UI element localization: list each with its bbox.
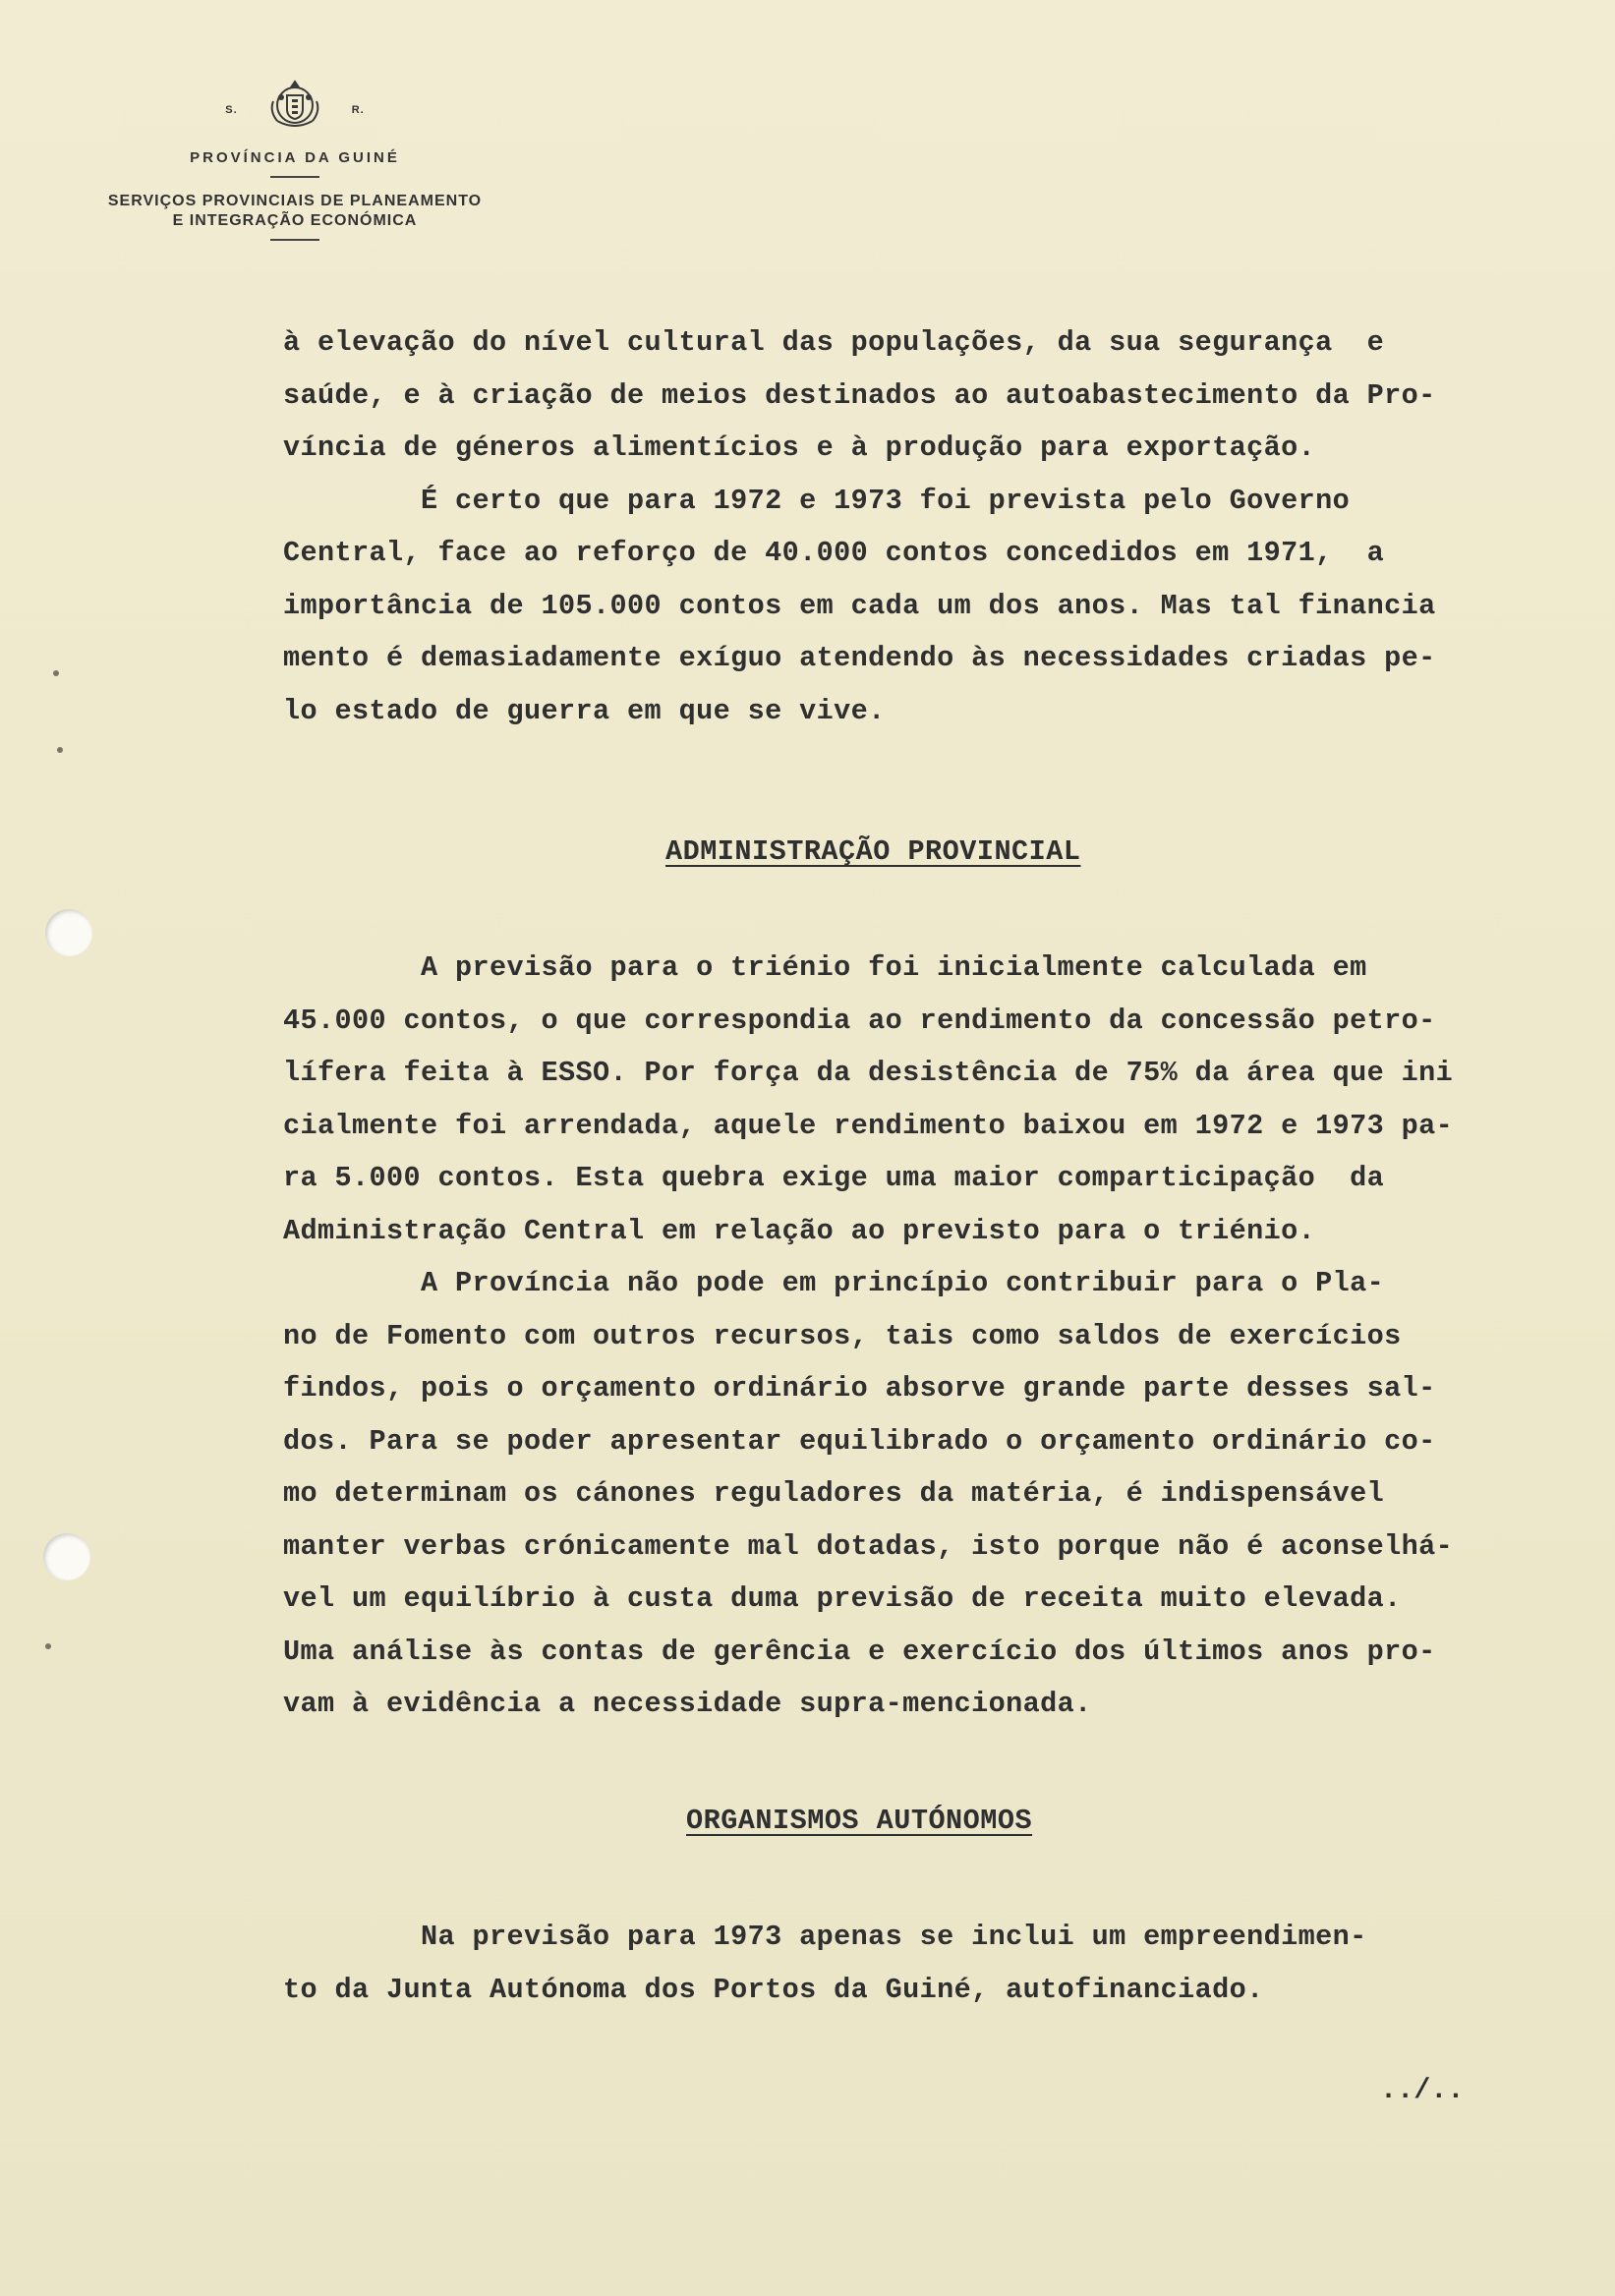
punch-hole-lower — [43, 1533, 90, 1580]
text-line: A previsão para o triénio foi inicialmente calculada em — [283, 951, 1367, 984]
punch-hole-upper — [45, 909, 92, 956]
letterhead — [39, 69, 550, 241]
text-line: lo estado de guerra em que se vive. — [283, 694, 886, 727]
text-line: lífera feita à ESSO. Por força da desistência de 75% da área que ini — [283, 1057, 1454, 1089]
coat-of-arms-icon — [263, 72, 326, 135]
body-text-admin — [283, 942, 1590, 1731]
continuation-mark: ../.. — [1380, 2074, 1465, 2106]
letterhead-divider — [270, 176, 319, 178]
text-line: dos. Para se poder apresentar equilibrado o orçamento ordinário co- — [283, 1424, 1436, 1458]
text-line: ra 5.000 contos. Esta quebra exige uma maior comparticipação da — [283, 1162, 1385, 1194]
service-name-line2: E INTEGRAÇÃO ECONÓMICA — [172, 212, 418, 229]
text-line: A Província não pode em princípio contribuir para o Pla- — [283, 1267, 1385, 1299]
text-line: mento é demasiadamente exíguo atendendo às necessidades criadas pe- — [283, 642, 1436, 674]
text-line: manter verbas crónicamente mal dotadas, isto porque não é aconselhá- — [283, 1529, 1454, 1563]
text-line: no de Fomento com outros recursos, tais como saldos de exercícios — [283, 1319, 1402, 1352]
text-line: vel um equilíbrio à custa duma previsão de receita muito elevada. — [283, 1582, 1402, 1615]
text-line: saúde, e à criação de meios destinados ao autoabastecimento da Pro- — [283, 378, 1436, 412]
text-line: cialmente foi arrendada, aquele rendimento baixou em 1972 e 1973 pa- — [283, 1109, 1454, 1142]
letterhead-divider-bottom — [270, 239, 319, 241]
text-line: à elevação do nível cultural das populações, da sua segurança e — [283, 326, 1385, 359]
text-line: findos, pois o orçamento ordinário absorve grande parte desses sal- — [283, 1372, 1436, 1405]
text-line: vam à evidência a necessidade supra-mencionada. — [283, 1688, 1092, 1720]
text-line: to da Junta Autónoma dos Portos da Guiné, autofinanciado. — [283, 1973, 1264, 2006]
section-heading-admin: ADMINISTRAÇÃO PROVINCIAL — [665, 835, 1081, 868]
text-line: É certo que para 1972 e 1973 foi prevista pelo Governo — [283, 484, 1351, 517]
text-line: Administração Central em relação ao previsto para o triénio. — [283, 1214, 1316, 1247]
crest-left-letter: S. — [225, 104, 238, 116]
paper-speck — [57, 747, 63, 753]
crest-row — [39, 69, 550, 138]
text-line: víncia de géneros alimentícios e à produção para exportação. — [283, 431, 1316, 464]
service-name-line1: SERVIÇOS PROVINCIAIS DE PLANEAMENTO — [107, 193, 483, 209]
text-line: Uma análise às contas de gerência e exercício dos últimos anos pro- — [283, 1635, 1436, 1668]
body-text-top — [283, 316, 1590, 737]
text-line: Na previsão para 1973 apenas se inclui um empreendimen- — [283, 1921, 1367, 1953]
text-line: importância de 105.000 contos em cada um dos anos. Mas tal financia — [283, 589, 1436, 622]
section-heading-autonomous: ORGANISMOS AUTÓNOMOS — [686, 1805, 1033, 1837]
paper-speck — [45, 1643, 51, 1649]
crest-right-letter: R. — [351, 104, 365, 116]
text-line: Central, face ao reforço de 40.000 contos concedidos em 1971, a — [283, 537, 1385, 569]
paper-speck — [53, 670, 59, 676]
text-line: mo determinam os cánones reguladores da matéria, é indispensável — [283, 1477, 1385, 1510]
province-name: PROVÍNCIA DA GUINÉ — [190, 149, 400, 166]
text-line: 45.000 contos, o que correspondia ao rendimento da concessão petro- — [283, 1004, 1436, 1037]
body-text-autonomous — [283, 1911, 1590, 2016]
